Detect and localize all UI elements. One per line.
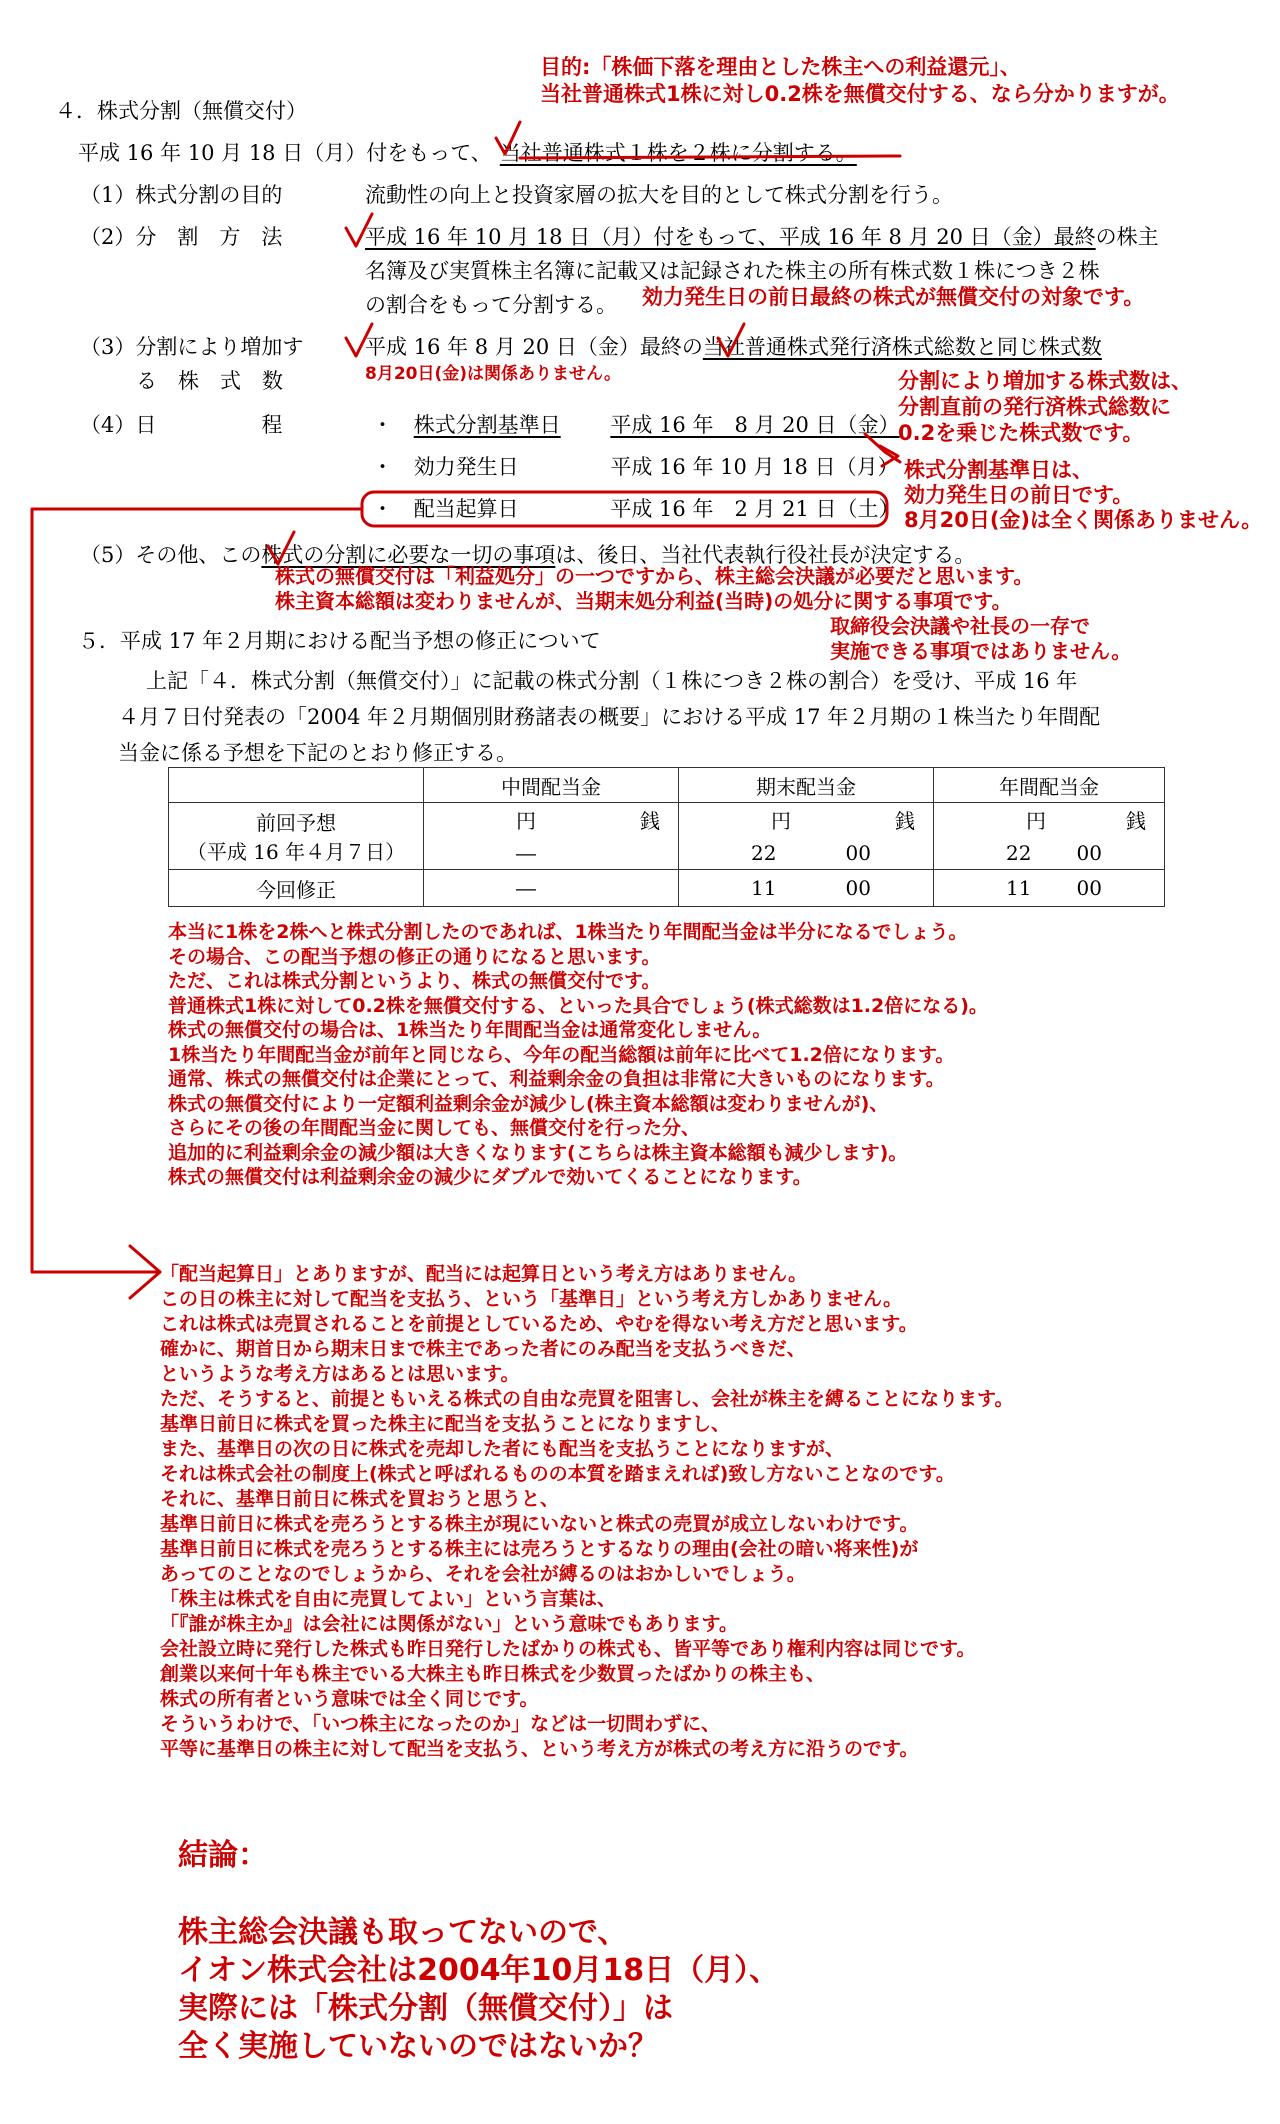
note-line: 確かに、期首日から期末日まで株主であった者にのみ配当を支払うべきだ、 xyxy=(160,1338,806,1360)
section4-title: ４．株式分割（無償交付） xyxy=(55,99,307,123)
note-profit-disposal-line1: 株式の無償交付は「利益処分」の一つですから、株主総会決議が必要だと思います。 xyxy=(275,564,1034,588)
note-line: 基準日前日に株式を買った株主に配当を支払うことになりますし、 xyxy=(160,1413,731,1435)
unit-yen: 円 xyxy=(1026,809,1046,833)
schedule-name: 効力発生日 xyxy=(413,455,519,479)
note-line: 株式の無償交付は利益剰余金の減少にダブルで効いてくることになります。 xyxy=(168,1166,812,1188)
note-line: また、基準日の次の日に株式を売却した者にも配当を支払うことになりますが、 xyxy=(160,1438,845,1460)
item2-label: （2）分 割 方 法 xyxy=(80,225,283,249)
unit-sen: 銭 xyxy=(1126,809,1146,833)
schedule-bullet: ・ xyxy=(372,413,393,437)
check-mark-icon xyxy=(718,324,744,356)
item5-underlined: 株式の分割に必要な一切の事項 xyxy=(261,543,556,567)
section4-intro-text: 平成 16 年 10 月 18 日（月）付をもって、 xyxy=(78,141,492,165)
cell-yen: 22 xyxy=(751,840,777,865)
item2-line2: 名簿及び実質株主名簿に記載又は記録された株主の所有株式数１株につき２株 xyxy=(365,259,1100,283)
note-line: 株式の無償交付の場合は、1株当たり年間配当金は通常変化しません。 xyxy=(168,1019,772,1041)
section5-para-line1: 上記「４．株式分割（無償交付）」に記載の株式分割（１株につき２株の割合）を受け、平成 16 年 xyxy=(146,669,1078,693)
unit-yen: 円 xyxy=(516,809,536,833)
item3-label-line1: （3）分割により増加す xyxy=(80,335,304,359)
cell-sen: 00 xyxy=(1076,876,1102,900)
row-label-line1: 前回予想 xyxy=(256,811,336,835)
note-line: あってのことなのでしょうから、それを会社が縛るのはおかしいでしょう。 xyxy=(160,1563,806,1585)
schedule-date: 平成 16 年 8 月 20 日（金） xyxy=(610,413,900,437)
unit-sen: 銭 xyxy=(640,809,660,833)
note-line: ただ、これは株式分割というより、株式の無償交付です。 xyxy=(168,970,661,992)
conclusion-line: 実際には「株式分割（無償交付）」は xyxy=(178,1991,673,2026)
check-mark-icon xyxy=(496,122,520,154)
note-aug20: 8月20日(金)は関係ありません。 xyxy=(365,364,622,384)
note-line: この日の株主に対して配当を支払う、という「基準日」という考え方しかありません。 xyxy=(160,1288,903,1310)
note-base-date-line3: 8月20日(金)は全く関係ありません。 xyxy=(904,508,1263,532)
cell-sen: 00 xyxy=(845,840,871,865)
table-header-cell: 中間配当金 xyxy=(424,768,679,803)
conclusion-line: 株主総会決議も取ってないので、 xyxy=(178,1915,628,1950)
note-line: 通常、株式の無償交付は企業にとって、利益剰余金の負担は非常に大きいものになります。 xyxy=(168,1068,945,1090)
note-line: その場合、この配当予想の修正の通りになると思います。 xyxy=(168,945,661,968)
section5-title: ５．平成 17 年２月期における配当予想の修正について xyxy=(78,629,601,653)
note-base-date-line2: 効力発生日の前日です。 xyxy=(904,483,1134,507)
note-line: それは株式会社の制度上(株式と呼ばれるものの本質を踏まえれば)致し方ないことなのです。 xyxy=(160,1463,955,1485)
note-purpose-line1: 目的:「株価下落を理由とした株主への利益還元」、 xyxy=(540,55,1021,79)
item2-line1-underlined: 平成 16 年 10 月 18 日（月）付をもって、平成 16 年 8 月 20 日（金）最終 xyxy=(365,225,1096,249)
cell-yen: ― xyxy=(516,876,536,900)
schedule-name: 株式分割基準日 xyxy=(413,413,561,437)
note-line: 平等に基準日の株主に対して配当を支払う、という考え方が株式の考え方に沿うのです。 xyxy=(160,1738,919,1760)
note-board-line2: 実施できる事項ではありません。 xyxy=(830,639,1132,663)
item4-label: （4）日 程 xyxy=(80,413,283,437)
item3-text-pre: 平成 16 年 8 月 20 日（金）最終の xyxy=(365,335,703,359)
cell-sen: 00 xyxy=(1076,840,1102,865)
conclusion-title: 結論： xyxy=(178,1838,268,1873)
schedule-name: 配当起算日 xyxy=(413,497,519,521)
section5-para-line2: ４月７日付発表の「2004 年２月期個別財務諸表の概要」における平成 17 年２月期の１株当たり年間配 xyxy=(118,705,1101,729)
note-line: ただ、そうすると、前提ともいえる株式の自由な売買を阻害し、会社が株主を縛ることになります。 xyxy=(160,1388,1014,1410)
table-header-cell: 期末配当金 xyxy=(679,768,934,803)
conclusion-line: 全く実施していないのではないか？ xyxy=(178,2029,658,2064)
table-header-cell: 年間配当金 xyxy=(934,768,1165,803)
note-line: 株式の所有者という意味では全く同じです。 xyxy=(160,1688,539,1710)
note-line: そういうわけで、「いつ株主になったのか」などは一切問わずに、 xyxy=(160,1713,721,1735)
row-label-line2: （平成 16 年４月７日） xyxy=(186,840,406,864)
item2-line3: の割合をもって分割する。 xyxy=(365,293,617,317)
note-line: 会社設立時に発行した株式も昨日発行したばかりの株式も、皆平等であり権利内容は同じです。 xyxy=(160,1638,976,1660)
note-line: 普通株式1株に対して0.2株を無償交付する、といった具合でしょう(株式総数は1.2倍になる)。 xyxy=(168,994,988,1017)
schedule-bullet: ・ xyxy=(372,497,393,521)
note-line: 本当に1株を2株へと株式分割したのであれば、1株当たり年間配当金は半分になるでしょう。 xyxy=(168,921,968,943)
note-line: 「配当起算日」とありますが、配当には起算日という考え方はありません。 xyxy=(160,1263,808,1285)
note-line: 基準日前日に株式を売ろうとする株主が現にいないと株式の売買が成立しないわけです。 xyxy=(160,1513,919,1535)
schedule-date: 平成 16 年 10 月 18 日（月） xyxy=(610,455,899,479)
note-line: 株式の無償交付により一定額利益剰余金が減少し(株主資本総額は変わりませんが)、 xyxy=(168,1092,889,1115)
note-line: 創業以来何十年も株主でいる大株主も昨日株式を少数買ったばかりの株主も、 xyxy=(160,1663,826,1685)
highlight-box xyxy=(362,492,887,526)
note-line: これは株式は売買されることを前提としているため、やむを得ない考え方だと思います。 xyxy=(160,1313,918,1335)
note-line: 基準日前日に株式を売ろうとする株主には売ろうとするなりの理由(会社の暗い将来性)が xyxy=(160,1538,919,1560)
note-profit-disposal-line2: 株主資本総額は変わりませんが、当期末処分利益(当時)の処分に関する事項です。 xyxy=(275,589,1012,613)
note-line: というような考え方はあるとは思います。 xyxy=(160,1363,520,1385)
cell-yen: 11 xyxy=(751,876,777,900)
item1-text: 流動性の向上と投資家層の拡大を目的として株式分割を行う。 xyxy=(365,183,953,207)
cell-yen: ― xyxy=(516,840,536,865)
note-increase-line2: 分割直前の発行済株式総数に xyxy=(898,395,1171,419)
item5-pre: （5）その他、この xyxy=(80,543,262,567)
note-base-date-line1: 株式分割基準日は、 xyxy=(904,458,1093,482)
check-mark-icon xyxy=(268,532,294,564)
note-line: それに、基準日前日に株式を買おうと思うと、 xyxy=(160,1488,560,1510)
cell-yen: 22 xyxy=(1006,840,1032,865)
note-line: 「『誰が株主か』は会社には関係がない」という意味でもあります。 xyxy=(160,1613,738,1635)
cell-yen: 11 xyxy=(1006,876,1032,900)
section4-intro-underlined: 当社普通株式１株を２株に分割する。 xyxy=(499,141,857,165)
note-line: 追加的に利益剰余金の減少額は大きくなります(こちらは株主資本総額も減少します)。 xyxy=(168,1141,908,1164)
note-increase-line3: 0.2を乗じた株式数です。 xyxy=(898,421,1144,445)
unit-yen: 円 xyxy=(771,809,791,833)
note-effective-date: 効力発生日の前日最終の株式が無償交付の対象です。 xyxy=(642,285,1145,309)
schedule-date: 平成 16 年 2 月 21 日（土） xyxy=(610,497,900,521)
note-line: 「株主は株式を自由に売買してよい」という言葉は、 xyxy=(160,1588,617,1610)
note-line: 1株当たり年間配当金が前年と同じなら、今年の配当総額は前年に比べて1.2倍になります。 xyxy=(168,1043,955,1066)
item5-post: は、後日、当社代表執行役社長が決定する。 xyxy=(555,543,976,567)
note-board-line1: 取締役会決議や社長の一存で xyxy=(830,614,1090,638)
check-mark-icon xyxy=(346,324,372,356)
conclusion-line: イオン株式会社は2004年10月18日（月）、 xyxy=(178,1953,780,1988)
note-increase-line1: 分割により増加する株式数は、 xyxy=(898,369,1192,393)
item2-line1-rest: の株主 xyxy=(1095,225,1159,249)
section5-para-line3: 当金に係る予想を下記のとおり修正する。 xyxy=(118,741,517,765)
connector-line xyxy=(32,509,362,1272)
note-purpose-line2: 当社普通株式1株に対し0.2株を無償交付する、なら分かりますが。 xyxy=(540,82,1180,106)
item1-label: （1）株式分割の目的 xyxy=(80,183,283,207)
unit-sen: 銭 xyxy=(895,809,915,833)
item3-text-underlined: 当社普通株式発行済株式総数と同じ株式数 xyxy=(702,335,1102,359)
check-mark-icon xyxy=(346,214,372,246)
table-row-label: 今回修正 xyxy=(169,870,424,907)
schedule-bullet: ・ xyxy=(372,455,393,479)
note-line: さらにその後の年間配当金に関しても、無償交付を行った分、 xyxy=(168,1117,701,1139)
cell-sen: 00 xyxy=(845,876,871,900)
underline-mark xyxy=(520,156,900,158)
item3-label-line2: る 株 式 数 xyxy=(136,369,283,393)
